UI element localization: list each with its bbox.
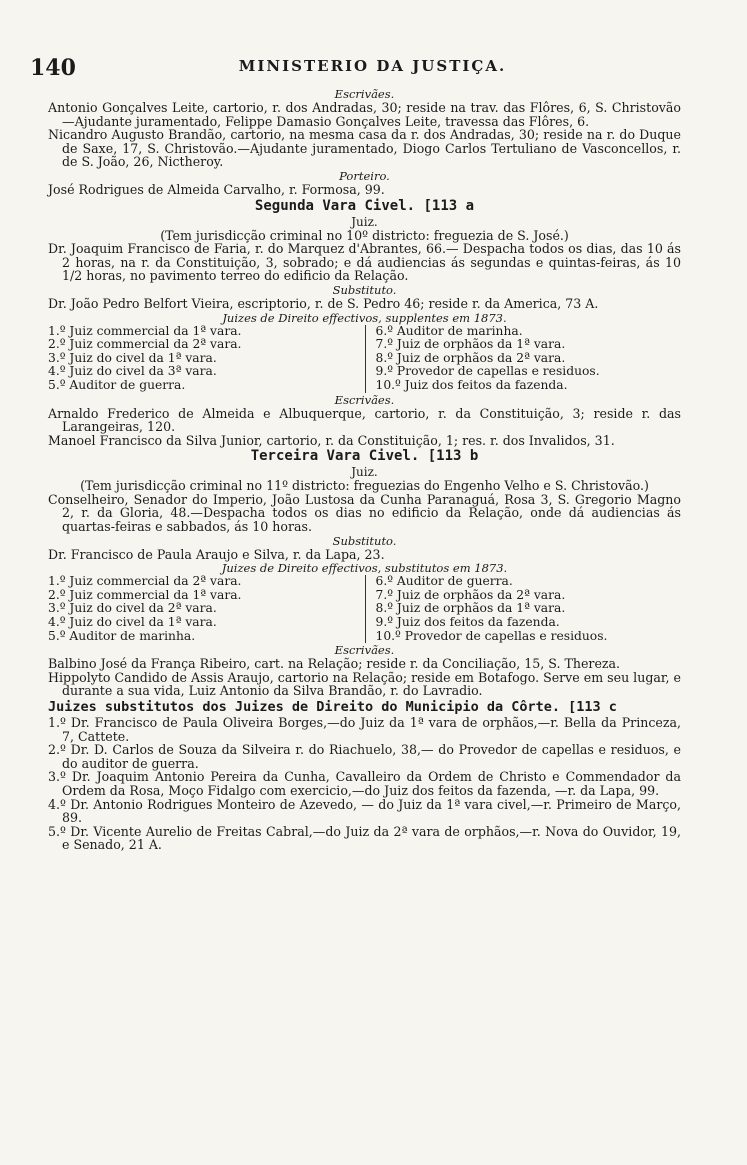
list-item: 9.º Provedor de capellas e residuos. <box>375 364 600 379</box>
escrivao-entry: Hippolyto Candido de Assis Araujo, cartorio na Relação; reside em Botafogo. Serve em seu lugar, e durante a sua vida, Luiz Antonio da Silva Brandão, r. do Lavradio. <box>48 669 681 699</box>
list-item: 2.º Juiz commercial da 2ª vara. <box>48 337 242 352</box>
section-heading-terceira-vara: Terceira Vara Civel. [113 b <box>250 448 479 465</box>
section-heading-juizes-substitutos: Juizes substitutos dos Juizes de Direito do Municipio da Côrte. [113 c <box>48 699 617 715</box>
judge-entry: Conselheiro, Senador do Imperio, João Lustosa da Cunha Paranaguá, Rosa 3, S. Gregorio Magno 2, r. da Gloria, 48.—Despacha todos os dias no edificio da Relação, onde dá audiencias ás quartas-feiras e sabbados, ás 10 horas. <box>48 491 681 535</box>
porteiro-heading: Porteiro. <box>339 168 390 183</box>
list-item: 7.º Juiz de orphãos da 1ª vara. <box>375 337 566 352</box>
juizes-list-left <box>48 325 365 393</box>
escrivaes-heading: Escrivães. <box>334 392 395 407</box>
list-item: 1.º Juiz commercial da 1ª vara. <box>48 323 242 338</box>
juizes-list <box>48 325 681 393</box>
list-item: 1.º Juiz commercial da 2ª vara. <box>48 574 242 589</box>
escrivaes-heading: Escrivães. <box>334 87 395 101</box>
page-number: 140 <box>30 55 76 81</box>
substituto-list-item: 2.º Dr. D. Carlos de Souza da Silveira r. do Riachuelo, 38,— do Provedor de capellas e residuos, e do auditor de guerra. <box>48 742 681 771</box>
escrivao-entry: Nicandro Augusto Brandão, cartorio, na mesma casa da r. dos Andradas, 30; reside na r. do Duque de Saxe, 17, S. Christovão.—Ajudante juramentado, Diogo Carlos Tertuliano de Vasconcellos, r. de S. João, 26, Nictheroy. <box>48 127 681 170</box>
list-item: 5.º Auditor de marinha. <box>48 628 196 643</box>
list-item: 3.º Juiz do civel da 1ª vara. <box>48 350 217 365</box>
juiz-heading: Juiz. <box>351 465 378 480</box>
substituto-heading: Substituto. <box>332 533 397 548</box>
list-item: 4.º Juiz do civel da 3ª vara. <box>48 364 217 379</box>
jurisdiction-note: (Tem jurisdicção criminal no 11º districto: freguezias do Engenho Velho e S. Christovão.) <box>80 478 649 494</box>
substituto-list-item: 3.º Dr. Joaquim Antonio Pereira da Cunha, Cavalleiro da Ordem de Christo e Commendador da Ordem da Rosa, Moço Fidalgo com exercicio,—do Juiz dos feitos da fazenda, —r. da Lapa, 99. <box>48 769 681 798</box>
list-item: 6.º Auditor de marinha. <box>375 323 523 338</box>
juizes-heading: Juizes de Direito effectivos, substitutos em 1873. <box>221 561 508 576</box>
section-heading-segunda-vara: Segunda Vara Civel. [113 a <box>254 197 475 214</box>
juiz-heading: Juiz. <box>351 214 378 229</box>
list-item: 6.º Auditor de guerra. <box>375 574 513 589</box>
substituto-heading: Substituto. <box>332 282 397 297</box>
escrivao-entry: Manoel Francisco da Silva Junior, cartorio, r. da Constituição, 1; res. r. dos Invalidos, 31. <box>48 432 615 448</box>
list-item: 10.º Provedor de capellas e residuos. <box>375 628 608 643</box>
substituto-entry: Dr. João Pedro Belfort Vieira, escriptorio, r. de S. Pedro 46; reside r. da America, 73 A. <box>48 295 599 311</box>
list-item: 10.º Juiz dos feitos da fazenda. <box>375 377 568 392</box>
list-item: 7.º Juiz de orphãos da 2ª vara. <box>375 587 566 602</box>
escrivao-entry: Balbino José da França Ribeiro, cart. na Relação; reside r. da Conciliação, 15, S. Thereza. <box>48 656 621 672</box>
substituto-entry: Dr. Francisco de Paula Araujo e Silva, r. da Lapa, 23. <box>48 546 385 562</box>
substituto-list-item: 4.º Dr. Antonio Rodrigues Monteiro de Azevedo, — do Juiz da 1ª vara civel,—r. Primeiro de Março, 89. <box>48 796 681 826</box>
substituto-list-item: 5.º Dr. Vicente Aurelio de Freitas Cabral,—do Juiz da 2ª vara de orphãos,—r. Nova do Ouvidor, 19, e Senado, 21 A. <box>48 823 681 853</box>
juizes-list <box>48 575 681 643</box>
juizes-list-left <box>48 575 365 643</box>
list-item: 4.º Juiz do civel da 1ª vara. <box>48 615 217 630</box>
juizes-heading: Juizes de Direito effectivos, supplentes em 1873. <box>222 310 507 325</box>
running-header <box>30 55 715 81</box>
list-item: 9.º Juiz dos feitos da fazenda. <box>375 615 560 630</box>
juizes-list-right <box>365 325 682 393</box>
page-body <box>48 87 681 852</box>
escrivaes-heading: Escrivães. <box>334 643 395 658</box>
escrivao-entry: Antonio Gonçalves Leite, cartorio, r. dos Andradas, 30; reside na trav. das Flôres, 6, S. Christovão —Ajudante juramentado, Felippe Damasio Gonçalves Leite, travessa das Flôres, 6. <box>48 100 681 129</box>
substituto-list-item: 1.º Dr. Francisco de Paula Oliveira Borges,—do Juiz da 1ª vara de orphãos,—r. Bella da Princeza, 7, Cattete. <box>48 715 681 744</box>
list-item: 8.º Juiz de orphãos da 2ª vara. <box>375 350 566 365</box>
list-item: 2.º Juiz commercial da 1ª vara. <box>48 587 242 602</box>
list-item: 3.º Juiz do civel da 2ª vara. <box>48 601 217 616</box>
list-item: 8.º Juiz de orphãos da 1ª vara. <box>375 601 566 616</box>
porteiro-entry: José Rodrigues de Almeida Carvalho, r. Formosa, 99. <box>48 181 385 197</box>
list-item: 5.º Auditor de guerra. <box>48 377 186 392</box>
running-title: MINISTERIO DA JUSTIÇA. <box>238 57 507 75</box>
juizes-list-right <box>365 575 682 643</box>
jurisdiction-note: (Tem jurisdicção criminal no 10º districto: freguezia de S. José.) <box>160 227 569 243</box>
escrivao-entry: Arnaldo Frederico de Almeida e Albuquerque, cartorio, r. da Constituição, 3; reside r. das Larangeiras, 120. <box>48 405 681 435</box>
judge-entry: Dr. Joaquim Francisco de Faria, r. do Marquez d'Abrantes, 66.— Despacha todos os dias, das 10 ás 2 horas, na r. da Constituição, 3, sobrado; e dá audiencias ás segundas e quintas-feiras, ás 10 1/2 horas, no pavimento terreo do edificio da Relação. <box>48 241 681 284</box>
